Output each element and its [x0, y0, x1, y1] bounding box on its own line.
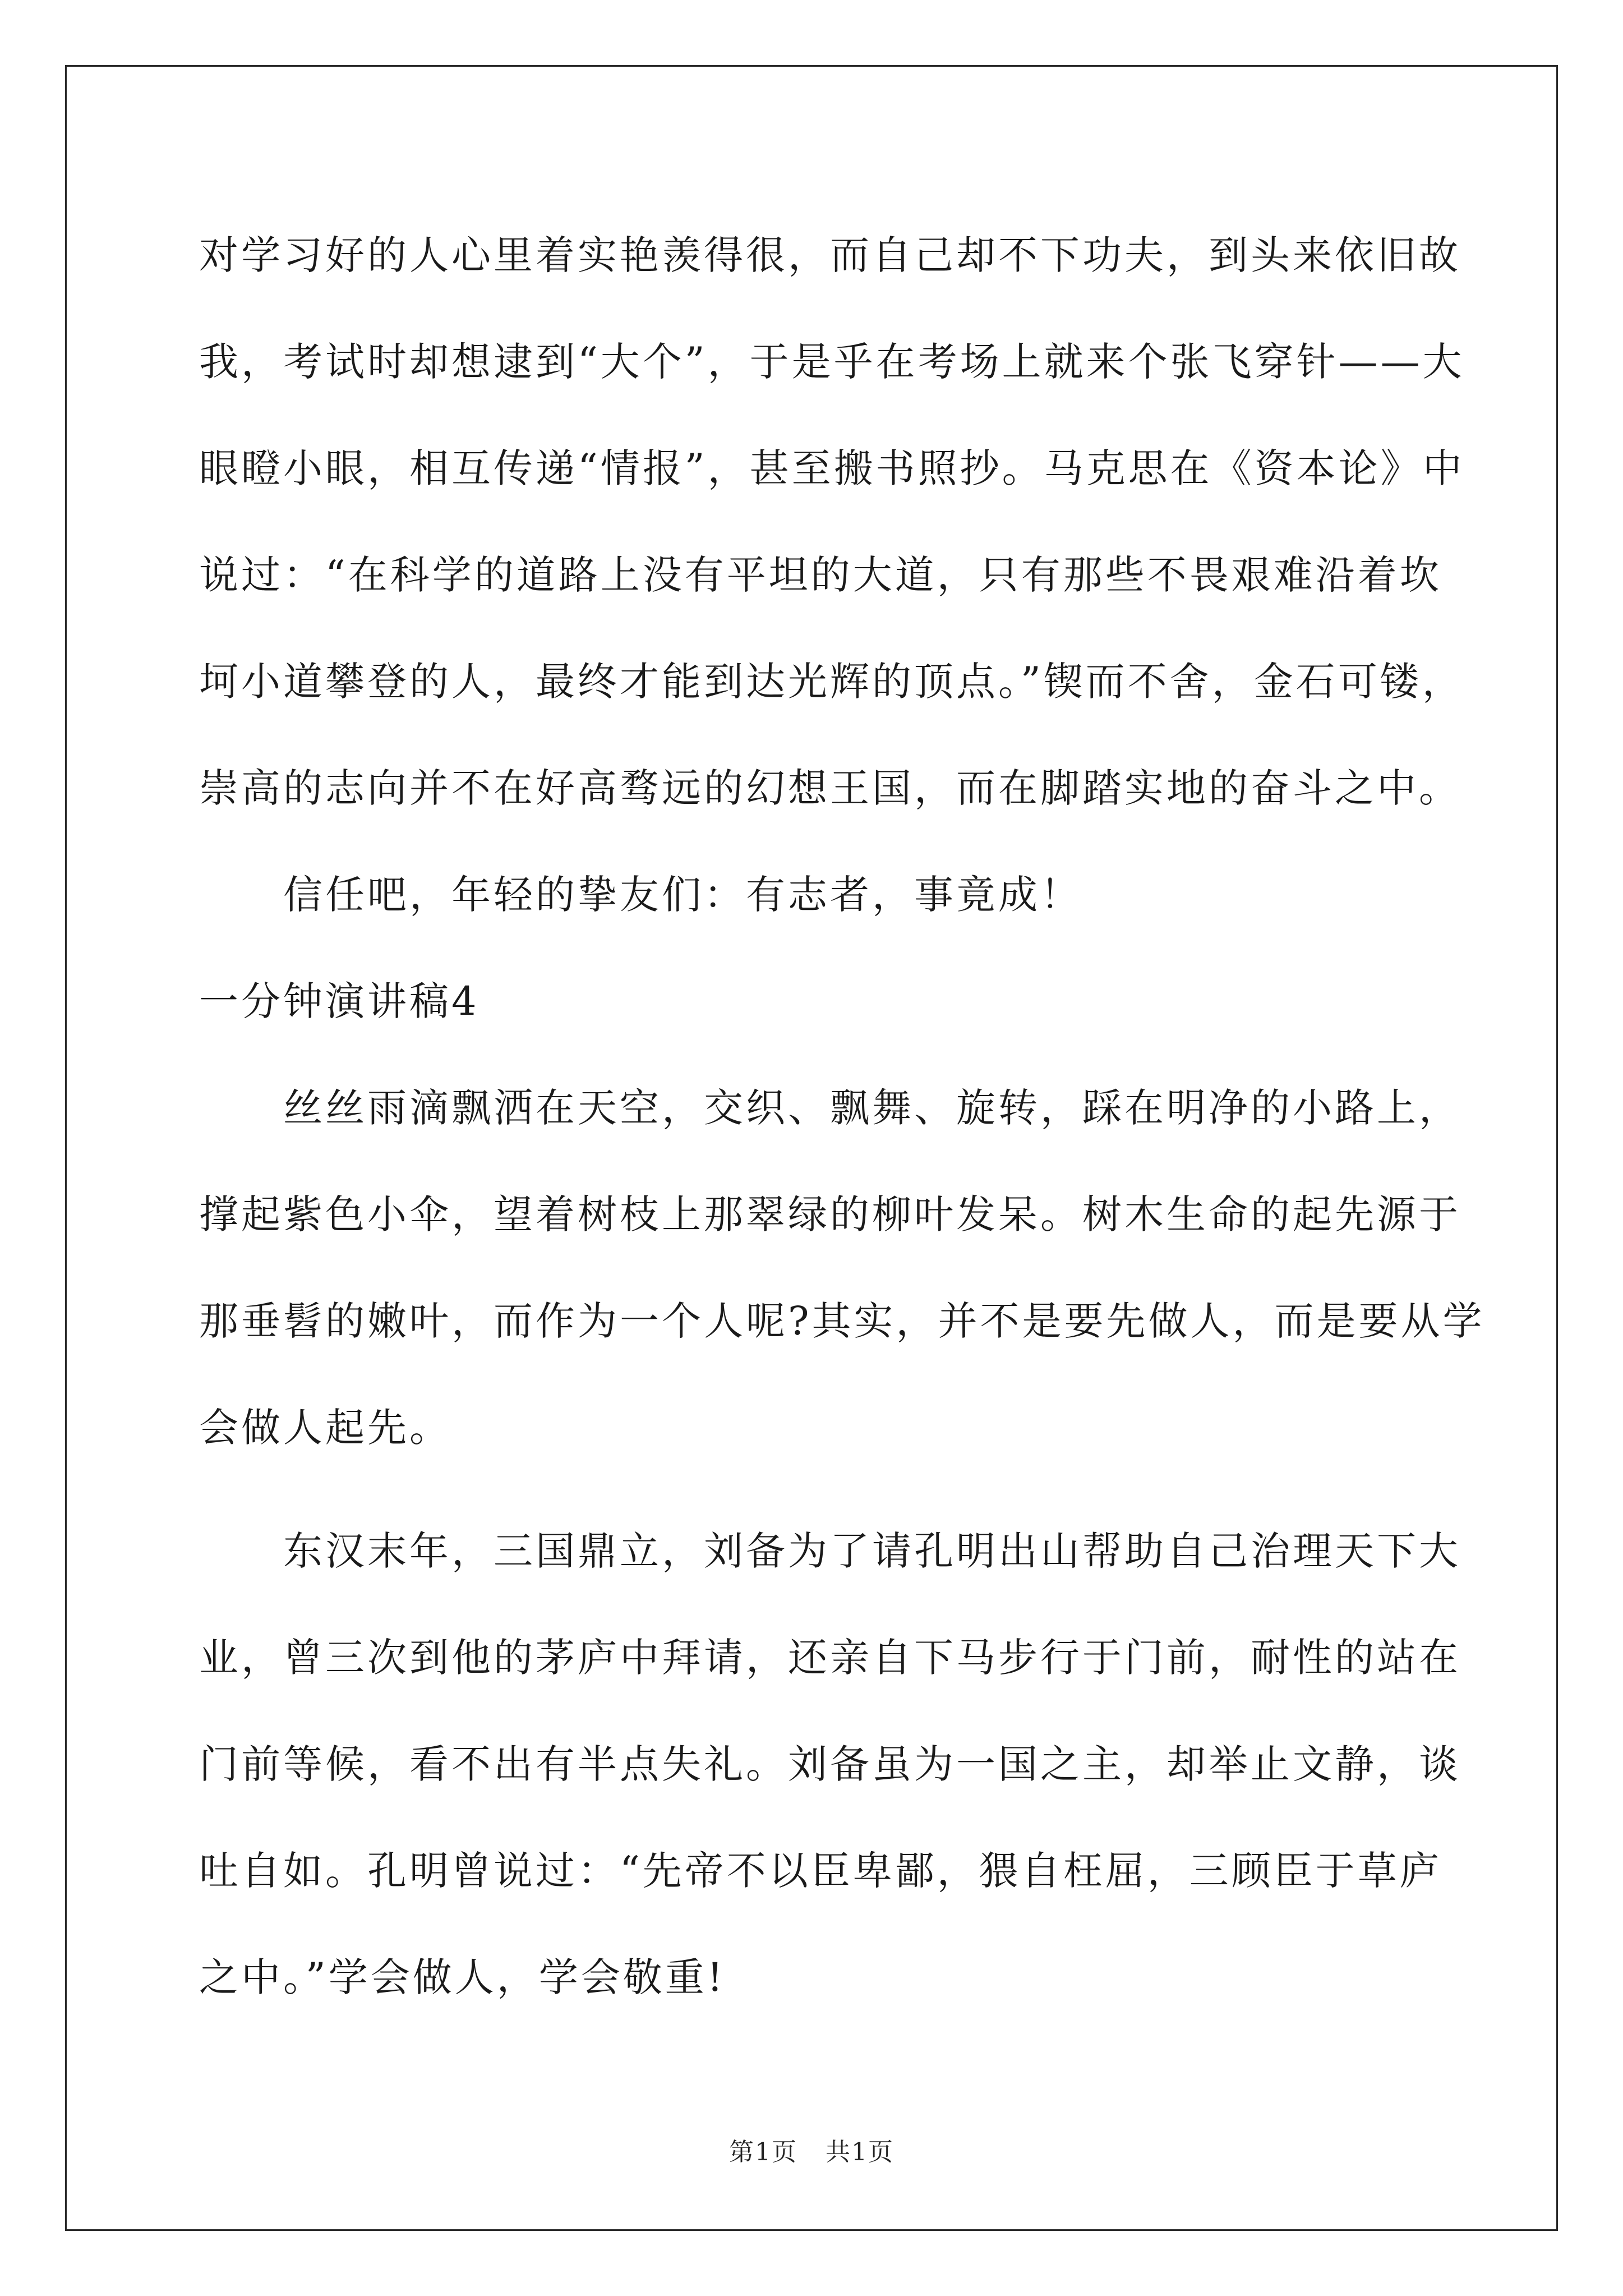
- paragraph-line: 东汉末年，三国鼎立，刘备为了请孔明出山帮助自己治理天下大: [283, 1528, 1461, 1574]
- page-footer: [0, 2132, 1623, 2168]
- text-line: 对学习好的人心里着实艳羡得很，而自己却不下功夫，到头来依旧故: [199, 232, 1461, 278]
- text-line: 崇高的志向并不在好高骛远的幻想王国，而在脚踏实地的奋斗之中。: [199, 765, 1461, 811]
- text-line: 门前等候，看不出有半点失礼。刘备虽为一国之主，却举止文静，谈: [199, 1741, 1461, 1787]
- text-line: 说过：“在科学的道路上没有平坦的大道，只有那些不畏艰难沿着坎: [199, 552, 1442, 598]
- text-line: 眼瞪小眼，相互传递“情报”，甚至搬书照抄。马克思在《资本论》中: [199, 445, 1465, 491]
- paragraph-line: 信任吧，年轻的挚友们：有志者，事竟成！: [283, 872, 1082, 918]
- page-number-total: 共1页: [826, 2138, 894, 2166]
- text-line: 吐自如。孔明曾说过：“先帝不以臣卑鄙，猥自枉屈，三顾臣于草庐: [199, 1848, 1442, 1894]
- section-heading: 一分钟演讲稿4: [199, 978, 479, 1024]
- paragraph-gap: [199, 1481, 1433, 1498]
- page-number-current: 第1页: [729, 2138, 797, 2166]
- text-line: 业，曾三次到他的茅庐中拜请，还亲自下马步行于门前，耐性的站在: [199, 1635, 1461, 1681]
- paragraph-line: 丝丝雨滴飘洒在天空，交织、飘舞、旋转，踩在明净的小路上，: [283, 1085, 1461, 1131]
- document-body: [199, 202, 1485, 2031]
- text-line: 我，考试时却想逮到“大个”，于是乎在考场上就来个张飞穿针——大: [199, 339, 1465, 385]
- text-line: 会做人起先。: [199, 1405, 451, 1451]
- text-line: 坷小道攀登的人，最终才能到达光辉的顶点。”锲而不舍，金石可镂，: [199, 659, 1464, 705]
- text-line: 那垂髫的嫩叶，而作为一个人呢?其实，并不是要先做人，而是要从学: [199, 1298, 1485, 1344]
- text-line: 之中。”学会做人，学会敬重!: [199, 1954, 726, 2000]
- text-line: 撑起紫色小伞，望着树枝上那翠绿的柳叶发呆。树木生命的起先源于: [199, 1191, 1461, 1237]
